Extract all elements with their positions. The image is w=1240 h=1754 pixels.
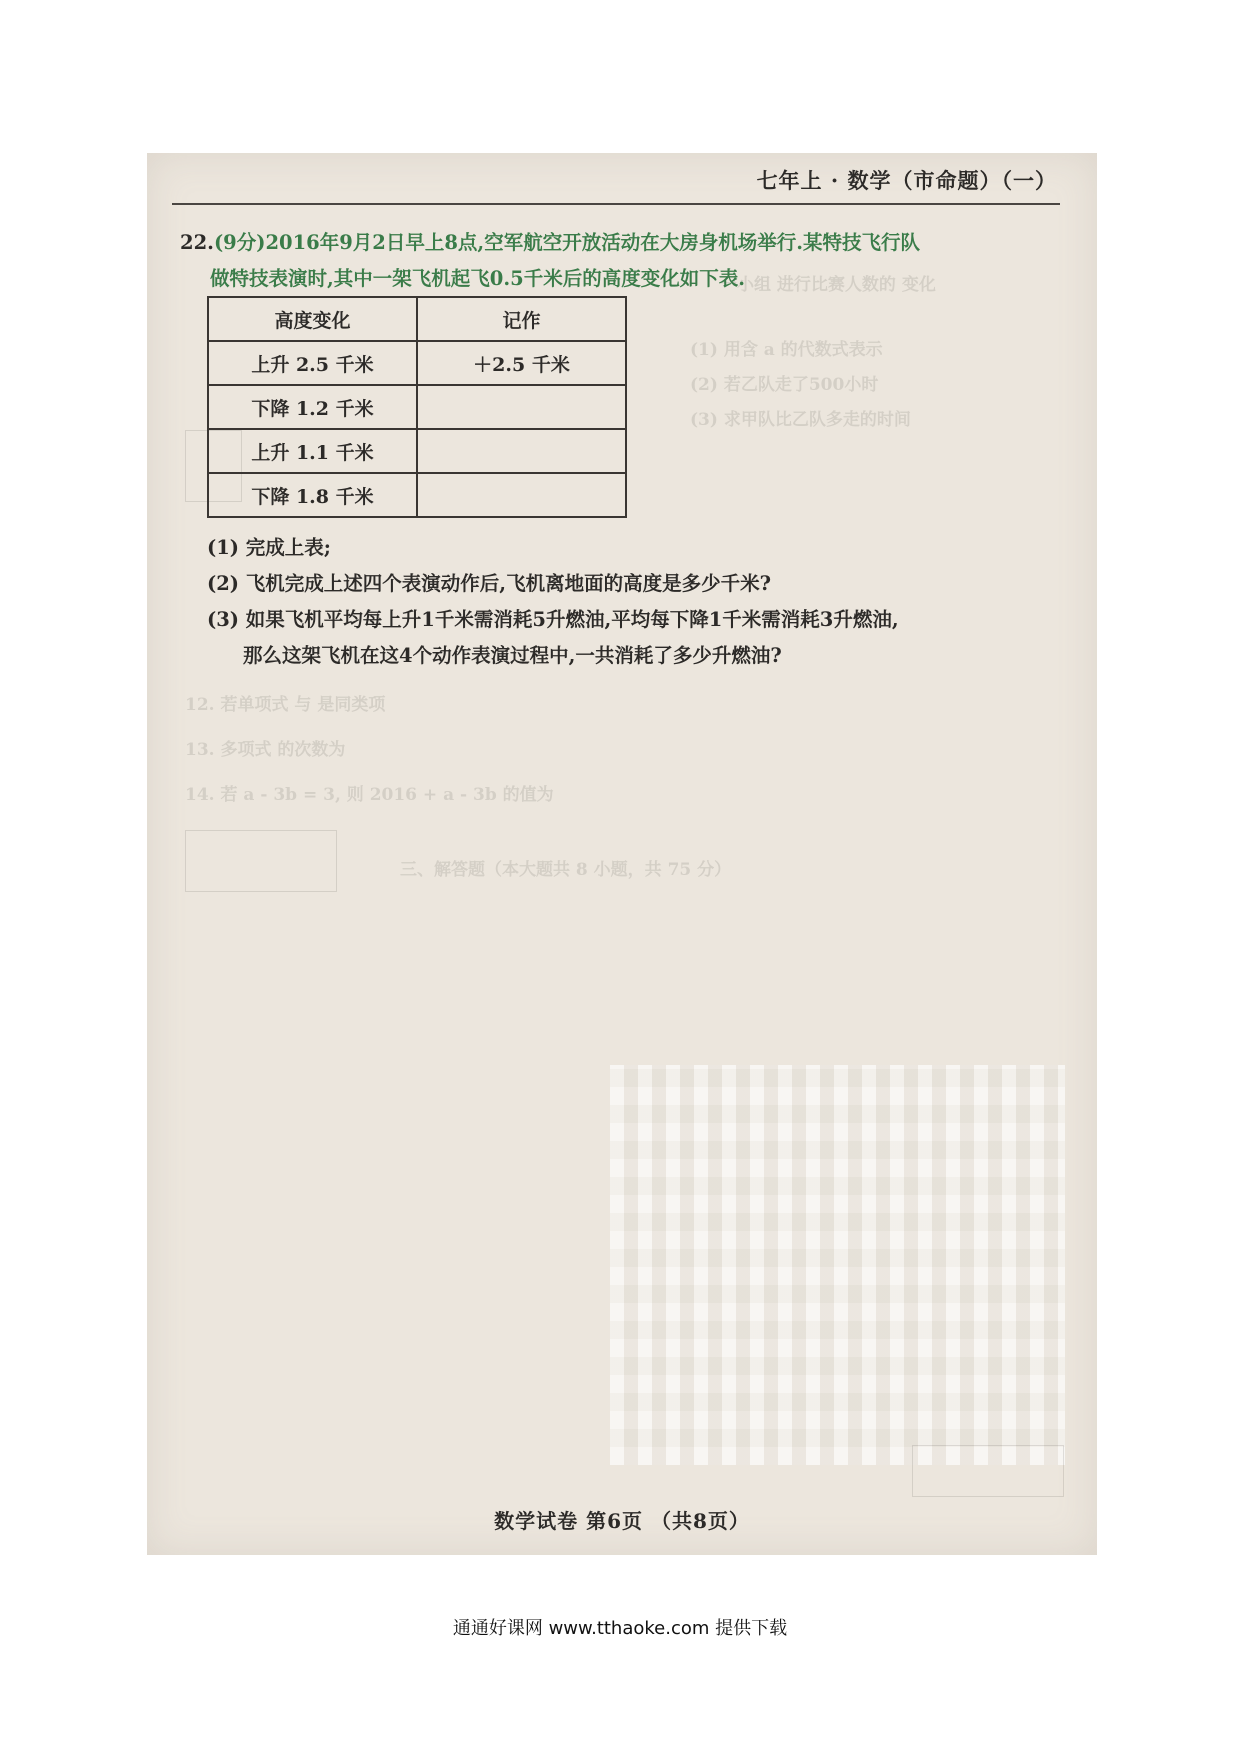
subquestion-1: (1) 完成上表;: [207, 536, 332, 559]
column-header: 记作: [417, 297, 626, 341]
bleed-through-text: 一小组 进行比赛人数的 变化: [720, 275, 936, 295]
column-header: 高度变化: [208, 297, 417, 341]
bleed-through-text: 14. 若 a - 3b = 3, 则 2016 + a - 3b 的值为: [185, 785, 554, 805]
question-number: 22.: [180, 231, 214, 254]
page-header: 七年上 · 数学（市命题）（一）: [756, 168, 1057, 193]
table-cell: ＋2.5 千米: [417, 341, 626, 385]
question-text-line1: (9分)2016年9月2日早上8点,空军航空开放活动在大房身机场举行.某特技飞行队: [213, 231, 921, 254]
table-row: [208, 341, 626, 385]
table-row: [208, 429, 626, 473]
download-credit: 通通好课网 www.tthaoke.com 提供下载: [452, 1618, 788, 1639]
table-header-row: [208, 297, 626, 341]
table-cell: 下降 1.8 千米: [208, 473, 417, 517]
question-text-line2: 做特技表演时,其中一架飞机起飞0.5千米后的高度变化如下表.: [210, 267, 746, 290]
bleed-through-text: (1) 用含 a 的代数式表示: [690, 340, 883, 360]
altitude-change-table: [207, 296, 627, 518]
table-cell: 上升 2.5 千米: [208, 341, 417, 385]
subquestion-2: (2) 飞机完成上述四个表演动作后,飞机离地面的高度是多少千米?: [207, 572, 772, 595]
table-row: [208, 473, 626, 517]
blurred-region: [610, 1065, 1065, 1465]
bleed-through-text: (3) 求甲队比乙队多走的时间: [690, 410, 911, 430]
bleed-through-box: [912, 1445, 1064, 1497]
question-22: [180, 225, 1060, 297]
bleed-through-text: 13. 多项式 的次数为: [185, 740, 346, 760]
table-row: [208, 385, 626, 429]
subquestion-3-line1: (3) 如果飞机平均每上升1千米需消耗5升燃油,平均每下降1千米需消耗3升燃油,: [207, 608, 899, 631]
page-footer: 数学试卷 第6页 （共8页）: [494, 1509, 750, 1533]
bleed-through-text: (2) 若乙队走了500小时: [690, 375, 879, 395]
bleed-through-text: 12. 若单项式 与 是同类项: [185, 695, 386, 715]
bleed-through-score-box: [185, 830, 337, 892]
subquestion-3-line2: 那么这架飞机在这4个动作表演过程中,一共消耗了多少升燃油?: [243, 644, 782, 667]
bleed-through-text: 三、解答题（本大题共 8 小题，共 75 分）: [400, 860, 732, 880]
table-cell-blank: [417, 473, 626, 517]
header-divider: [172, 203, 1060, 205]
table-cell: 上升 1.1 千米: [208, 429, 417, 473]
table-cell-blank: [417, 385, 626, 429]
table-cell: 下降 1.2 千米: [208, 385, 417, 429]
table-cell-blank: [417, 429, 626, 473]
